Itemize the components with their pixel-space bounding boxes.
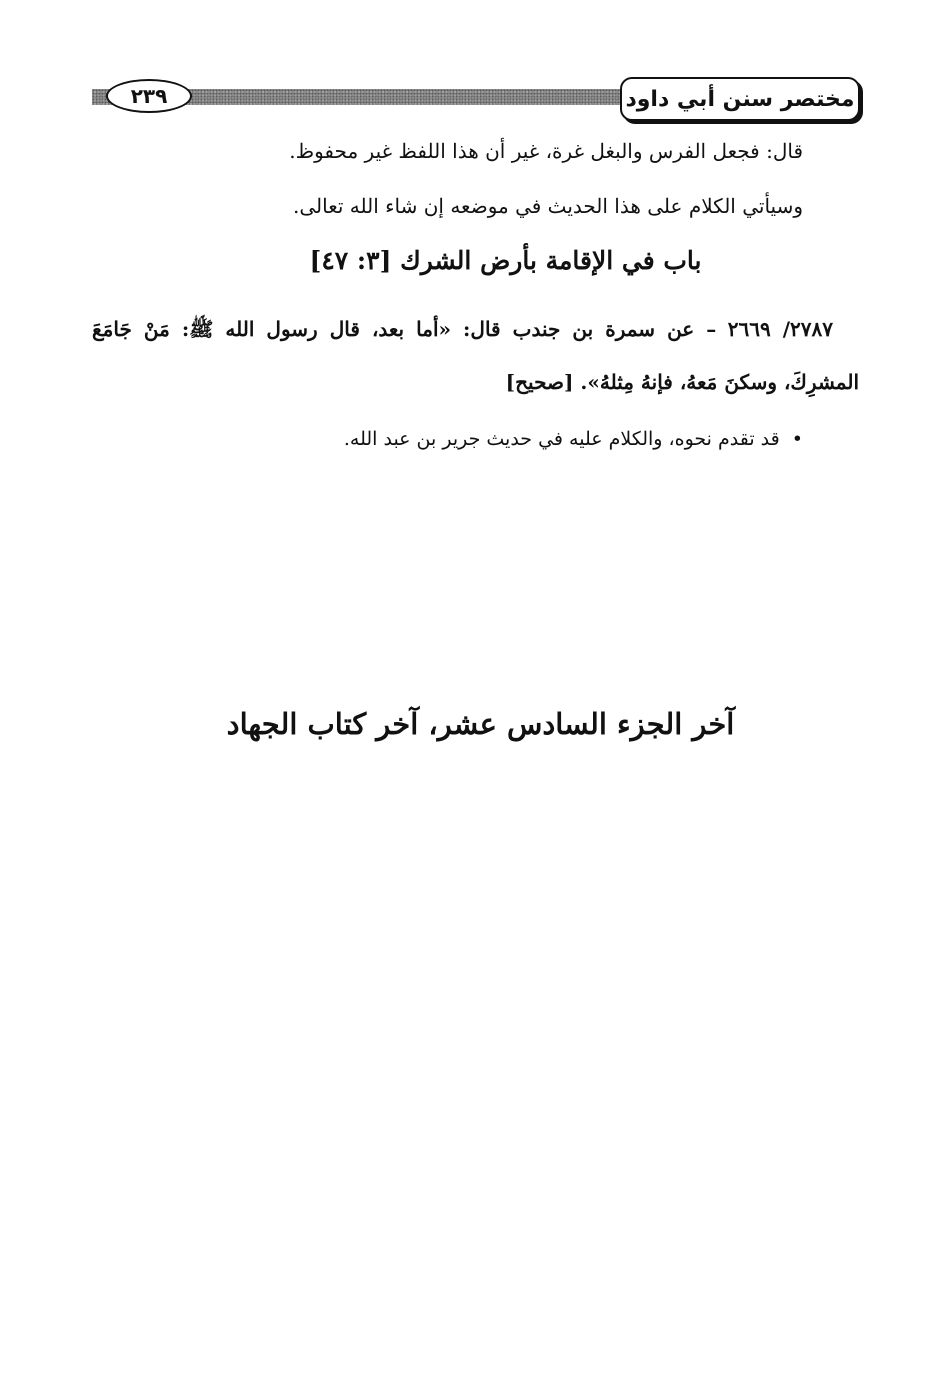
hadith-number: ٢٧٨٧/ ٢٦٦٩ (727, 317, 833, 341)
hadith-line-1 (92, 314, 833, 344)
running-header-title (620, 77, 860, 121)
commentary-note (344, 425, 803, 453)
note-text: قد تقدم نحوه، والكلام عليه في حديث جرير بن عبد الله. (343, 428, 780, 450)
page-number-text: ٢٣٩ (130, 84, 168, 108)
hadith-line-2 (506, 367, 859, 397)
book-title: مختصر سنن أبي داود (625, 86, 855, 112)
chapter-heading: باب في الإقامة بأرض الشرك [٣: ٤٧] (309, 246, 702, 275)
hadith-grade: [صحيح] (505, 370, 574, 394)
hadith-text-line-1: – عن سمرة بن جندب قال: «أما بعد، قال رسول الله ﷺ: مَنْ جَامَعَ (92, 317, 717, 341)
volume-end-title: آخر الجزء السادس عشر، آخر كتاب الجهاد (226, 707, 735, 741)
bullet-icon: • (791, 428, 803, 450)
hadith-text-line-2: المشرِكَ، وسكنَ مَعهُ، فإنهُ مِثلهُ». (580, 370, 859, 394)
paragraph-2: وسيأتي الكلام على هذا الحديث في موضعه إن شاء الله تعالى. (292, 194, 803, 218)
page-number (106, 79, 192, 113)
paragraph-1: قال: فجعل الفرس والبغل غرة، غير أن هذا اللفظ غير محفوظ. (289, 139, 803, 163)
